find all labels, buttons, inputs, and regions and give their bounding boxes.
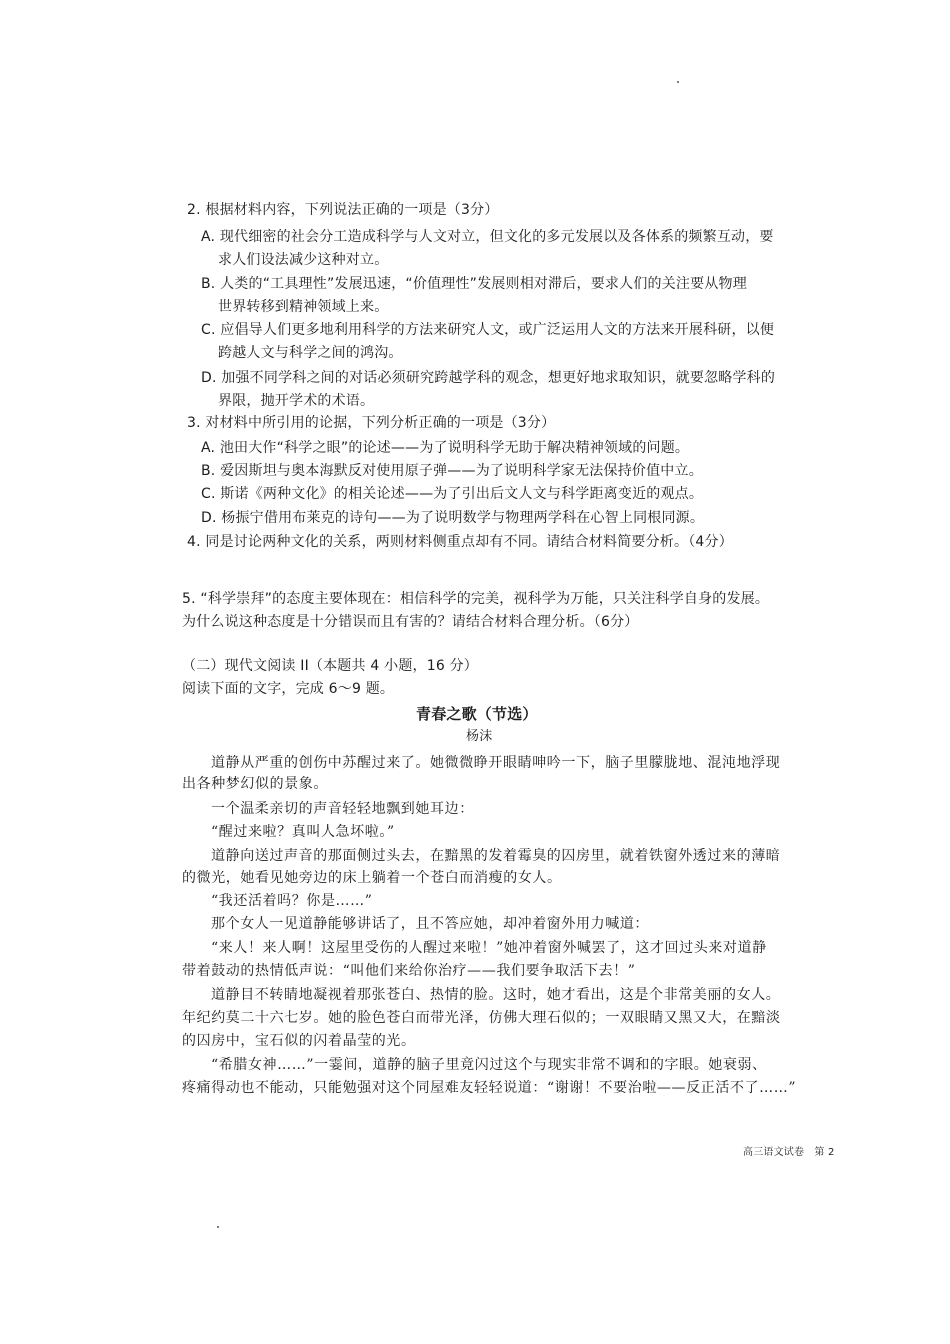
question-2-stem: 2. 根据材料内容，下列说法正确的一项是（3分） (187, 202, 499, 218)
question-3-option-c: C. 斯诺《两种文化》的相关论述——为了引出后文人文与科学距离变近的观点。 (201, 486, 704, 502)
question-5-stem-cont: 为什么说这种态度是十分错误而且有害的？请结合材料合理分析。（6分） (182, 614, 639, 630)
passage-line: “我还活着吗？你是……” (211, 893, 373, 909)
page-footer: 高三语文试卷 第 2 (743, 1147, 835, 1158)
question-3-option-d: D. 杨振宁借用布莱克的诗句——为了说明数学与物理两学科在心智上同根同源。 (201, 510, 705, 526)
scan-speck (677, 81, 679, 83)
passage-title: 青春之歌（节选） (416, 705, 538, 723)
passage-author: 杨沫 (466, 729, 493, 744)
question-2-option-c: C. 应倡导人们更多地利用科学的方法来研究人文，或广泛运用人文的方法来开展科研，以便 (201, 322, 775, 338)
passage-line: 道静从严重的创伤中苏醒过来了。她微微睁开眼睛呻吟一下，脑子里朦胧地、混沌地浮现 (211, 755, 781, 771)
passage-line: “醒过来啦？真叫人急坏啦。” (211, 824, 395, 840)
question-3-option-a: A. 池田大作“科学之眼”的论述——为了说明科学无助于解决精神领域的问题。 (201, 440, 690, 456)
question-2-option-b: B. 人类的“工具理性”发展迅速，“价值理性”发展则相对滞后，要求人们的关注要从物理 (201, 276, 747, 292)
passage-line: 道静目不转睛地凝视着那张苍白、热情的脸。这时，她才看出，这是个非常美丽的女人。 (211, 987, 781, 1003)
passage-line: 出各种梦幻似的景象。 (182, 776, 328, 792)
passage-line: 的囚房中，宝石似的闪着晶莹的光。 (182, 1033, 416, 1049)
passage-line: “来人！来人啊！这屋里受伤的人醒过来啦！”她冲着窗外喊罢了，这才回过头来对道静 (211, 940, 767, 956)
question-2-option-b-cont: 世界转移到精神领域上来。 (218, 299, 389, 315)
passage-line: 年纪约莫二十六七岁。她的脸色苍白而带光泽，仿佛大理石似的；一双眼睛又黑又大，在黯淡 (182, 1010, 781, 1026)
passage-line: 一个温柔亲切的声音轻轻地飘到她耳边： (211, 801, 474, 817)
section-heading: （二）现代文阅读 II（本题共 4 小题，16 分） (182, 658, 478, 674)
question-3-option-b: B. 爱因斯坦与奥本海默反对使用原子弹——为了说明科学家无法保持价值中立。 (201, 463, 703, 479)
passage-line: 那个女人一见道静能够讲话了，且不答应她，却冲着窗外用力喊道： (211, 916, 649, 932)
question-2-option-a: A. 现代细密的社会分工造成科学与人文对立，但文化的多元发展以及各体系的频繁互动，要 (201, 229, 774, 245)
question-2-option-d-cont: 界限，抛开学术的术语。 (218, 393, 375, 409)
passage-line: “希腊女神……”一霎间，道静的脑子里竟闪过这个与现实非常不调和的字眼。她衰弱、 (211, 1057, 767, 1073)
question-2-option-c-cont: 跨越人文与科学之间的鸿沟。 (218, 345, 403, 361)
passage-line: 道静向送过声音的那面侧过头去，在黯黑的发着霉臭的囚房里，就着铁窗外透过来的薄暗 (211, 848, 781, 864)
question-2-option-a-cont: 求人们设法减少这种对立。 (218, 252, 389, 268)
question-5-stem: 5. “科学崇拜”的态度主要体现在：相信科学的完美，视科学为万能，只关注科学自身的发展。 (182, 591, 770, 607)
question-4-stem: 4. 同是讨论两种文化的关系，两则材料侧重点却有不同。请结合材料简要分析。（4分） (187, 534, 733, 550)
passage-line: 的微光，她看见她旁边的床上躺着一个苍白而消瘦的女人。 (182, 870, 562, 886)
question-3-stem: 3. 对材料中所引用的论据，下列分析正确的一项是（3分） (187, 415, 556, 431)
passage-line: 疼痛得动也不能动，只能勉强对这个同屋难友轻轻说道：“谢谢！不要治啦——反正活不了……” (182, 1080, 797, 1096)
question-2-option-d: D. 加强不同学科之间的对话必须研究跨越学科的观念，想更好地求取知识，就要忽略学科的 (201, 370, 776, 386)
passage-line: 带着鼓动的热情低声说：“叫他们来给你治疗——我们要争取活下去！” (182, 963, 636, 979)
section-instruction: 阅读下面的文字，完成 6～9 题。 (182, 681, 395, 697)
scan-speck (217, 1226, 219, 1228)
